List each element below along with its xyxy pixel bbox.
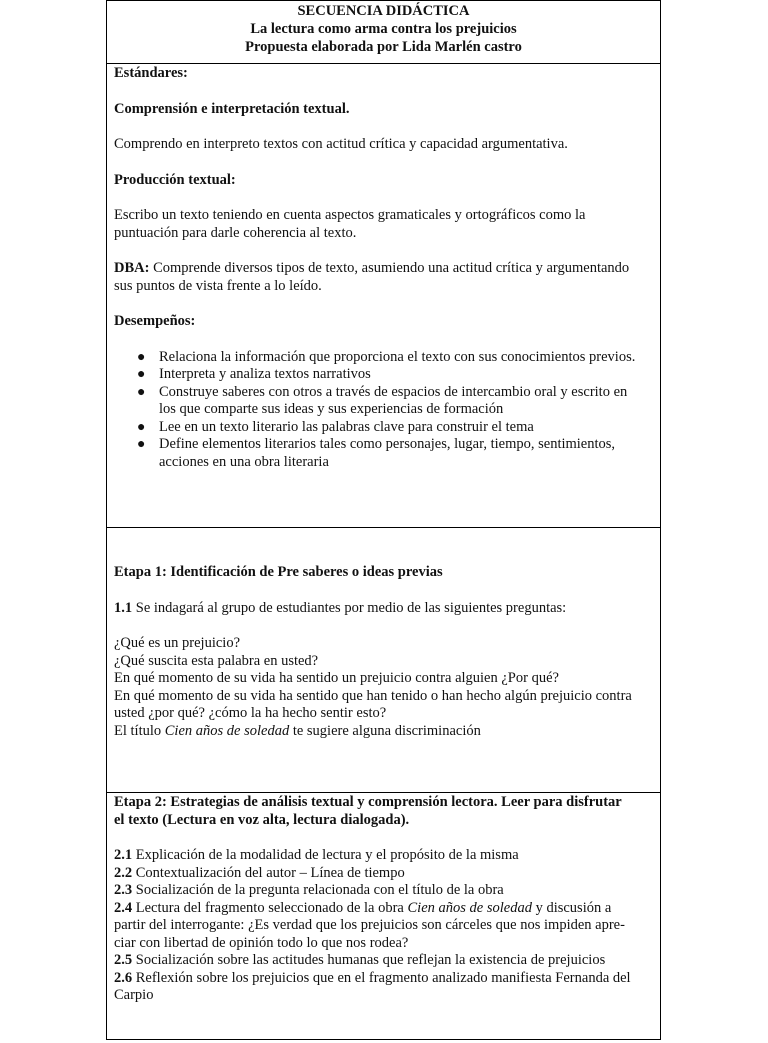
- item-2-4-line-2: partir del interrogante: ¿Es verdad que los prejuicios son cárceles que nos impiden apre-: [114, 917, 625, 933]
- desempenos-heading: Desempeños:: [114, 313, 196, 329]
- item-2-1: 2.1 Explicación de la modalidad de lectura y el propósito de la misma: [114, 847, 519, 863]
- document-author: Propuesta elaborada por Lida Marlén castro: [245, 39, 522, 55]
- comprension-text: Comprendo en interpreto textos con actitud crítica y capacidad argumentativa.: [114, 136, 568, 152]
- etapa1-title: Etapa 1: Identificación de Pre saberes o ideas previas: [114, 564, 443, 580]
- question-4b: usted ¿por qué? ¿cómo la ha hecho sentir esto?: [114, 705, 387, 721]
- lesson-plan-table: [106, 0, 661, 1040]
- produccion-line-2: puntuación para darle coherencia al texto.: [114, 224, 357, 241]
- item-2-6-line-2: Carpio: [114, 987, 154, 1003]
- estandares-heading: Estándares:: [114, 65, 188, 81]
- bullet-icon: ●: [137, 419, 146, 435]
- bullet-icon: ●: [137, 367, 146, 382]
- produccion-line-1: Escribo un texto teniendo en cuenta aspectos gramaticales y ortográficos como la: [114, 207, 586, 223]
- list-item: ● Relaciona la información que proporciona el texto con sus conocimientos previos.: [137, 348, 636, 365]
- etapa2-title: Etapa 2: Estrategias de análisis textual y comprensión lectora. Leer para disfrutar el texto (Lectura en voz alta, lectura dialogada).: [114, 794, 622, 828]
- list-item: ● Lee en un texto literario las palabras clave para construir el tema: [137, 418, 534, 435]
- question-3: En qué momento de su vida ha sentido un prejuicio contra alguien ¿Por qué?: [114, 670, 559, 686]
- etapa2-items: [114, 847, 653, 1005]
- bullet-icon: ●: [137, 437, 146, 452]
- desempenos-list: [114, 349, 653, 472]
- dba-line-2: sus puntos de vista frente a lo leído.: [114, 277, 322, 294]
- etapa1-questions: [114, 635, 653, 740]
- etapa1-cell: [107, 528, 660, 793]
- list-item: ● Define elementos literarios tales como personajes, lugar, tiempo, sentimientos, acciones en una obra literaria: [137, 436, 616, 470]
- bullet-icon: ●: [137, 384, 146, 400]
- item-2-2: 2.2 Contextualización del autor – Línea de tiempo: [114, 864, 405, 881]
- question-1: ¿Qué es un prejuicio?: [114, 635, 241, 651]
- dba-paragraph: [114, 260, 653, 295]
- list-item: ● Construye saberes con otros a través de espacios de intercambio oral y escrito en los que comparte sus ideas y sus experiencias de formación: [137, 383, 628, 417]
- item-2-4: 2.4 Lectura del fragmento seleccionado de la obra Cien años de soledad y discusión a: [114, 899, 612, 916]
- dba-label: DBA:: [114, 260, 150, 276]
- etapa2-cell: [107, 793, 660, 1043]
- produccion-text: [114, 207, 653, 242]
- question-5: El título Cien años de soledad te sugiere alguna discriminación: [114, 722, 481, 739]
- list-item: ● Interpreta y analiza textos narrativos: [137, 366, 371, 382]
- standards-cell: [107, 64, 660, 528]
- item-2-5: 2.5 Socialización sobre las actitudes humanas que reflejan la existencia de prejuicios: [114, 952, 606, 968]
- dba-line-1: Comprende diversos tipos de texto, asumiendo una actitud crítica y argumentando: [149, 260, 630, 276]
- bullet-icon: ●: [137, 349, 146, 365]
- item-2-6: 2.6 Reflexión sobre los prejuicios que en el fragmento analizado manifiesta Fernanda del: [114, 969, 631, 986]
- document-subtitle: La lectura como arma contra los prejuicios: [250, 21, 517, 37]
- question-2: ¿Qué suscita esta palabra en usted?: [114, 652, 319, 669]
- comprension-heading: Comprensión e interpretación textual.: [114, 100, 350, 117]
- question-4a: En qué momento de su vida ha sentido que han tenido o han hecho algún prejuicio contra: [114, 687, 632, 704]
- header-cell: [107, 1, 660, 64]
- item-2-4-line-3: ciar con libertad de opinión todo lo que nos rodea?: [114, 934, 409, 951]
- etapa1-intro: 1.1 Se indagará al grupo de estudiantes por medio de las siguientes preguntas:: [114, 599, 567, 616]
- document-title: SECUENCIA DIDÁCTICA: [297, 3, 470, 19]
- item-2-3: 2.3 Socialización de la pregunta relacionada con el título de la obra: [114, 882, 504, 898]
- produccion-heading: Producción textual:: [114, 171, 236, 188]
